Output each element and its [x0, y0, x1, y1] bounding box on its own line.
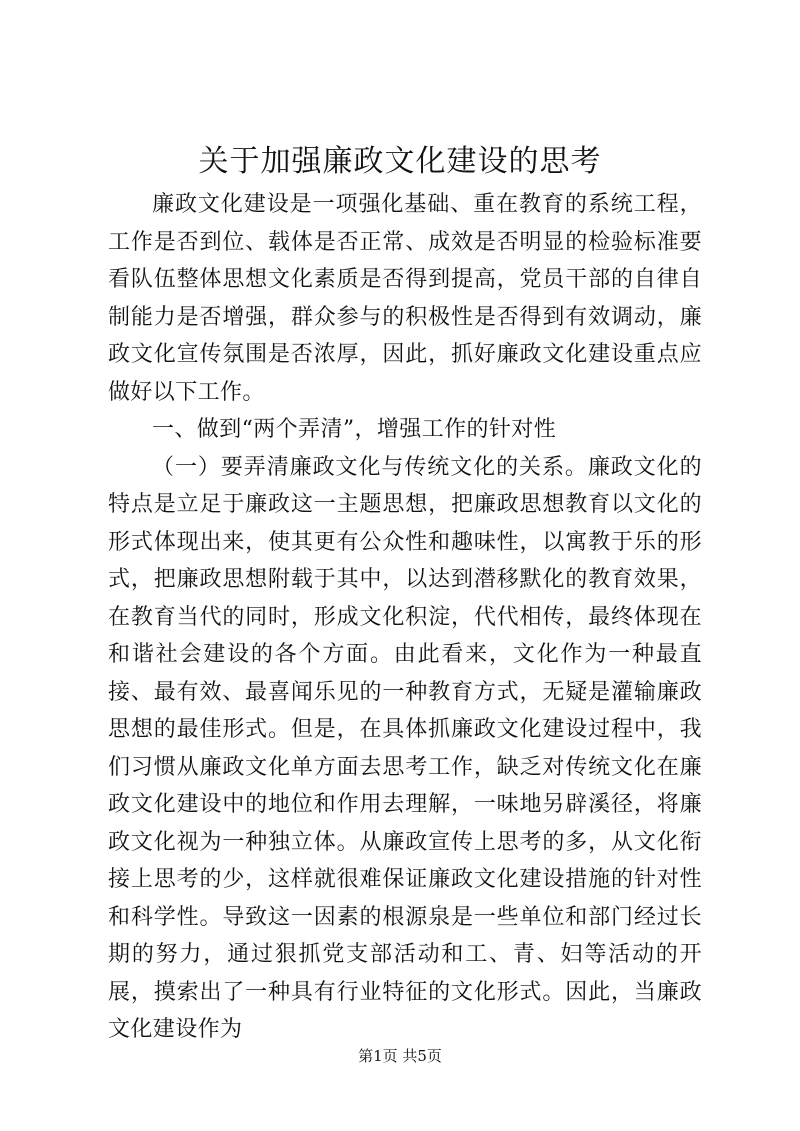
section-heading: 一、做到“两个弄清”，增强工作的针对性 [152, 417, 557, 442]
intro-paragraph: 廉政文化建设是一项强化基础、重在教育的系统工程，工作是否到位、载体是否正常、成效是否明显的检验标准要看队伍整体思想文化素质是否得到提高，党员干部的自律自制能力是否增强，群众参与的积极性是否得到有效调动，廉政文化宣传氛围是否浓厚，因此，抓好廉政文化建设重点应做好以下工作。 [108, 192, 702, 405]
page-footer: 第1页 共5页 [358, 1047, 442, 1065]
document-title: 关于加强廉政文化建设的思考 [198, 144, 602, 179]
subsection-paragraph: （一）要弄清廉政文化与传统文化的关系。廉政文化的特点是立足于廉政这一主题思想，把廉政思想教育以文化的形式体现出来，使其更有公众性和趣味性，以寓教于乐的形式，把廉政思想附载于其中，以达到潜移默化的教育效果，在教育当代的同时，形成文化积淀，代代相传，最终体现在和谐社会建设的各个方面。由此看来，文化作为一种最直接、最有效、最喜闻乐见的一种教育方式，无疑是灌输廉政思想的最佳形式。但是，在具体抓廉政文化建设过程中，我们习惯从廉政文化单方面去思考工作，缺乏对传统文化在廉政文化建设中的地位和作用去理解，一味地另辟溪径，将廉政文化视为一种独立体。从廉政宣传上思考的多，从文化衔接上思考的少，这样就很难保证廉政文化建设措施的针对性和科学性。导致这一因素的根源泉是一些单位和部门经过长期的努力，通过狠抓党支部活动和工、青、妇等活动的开展，摸索出了一种具有行业特征的文化形式。因此，当廉政文化建设作为 [108, 454, 702, 1042]
document-body [108, 186, 702, 1049]
